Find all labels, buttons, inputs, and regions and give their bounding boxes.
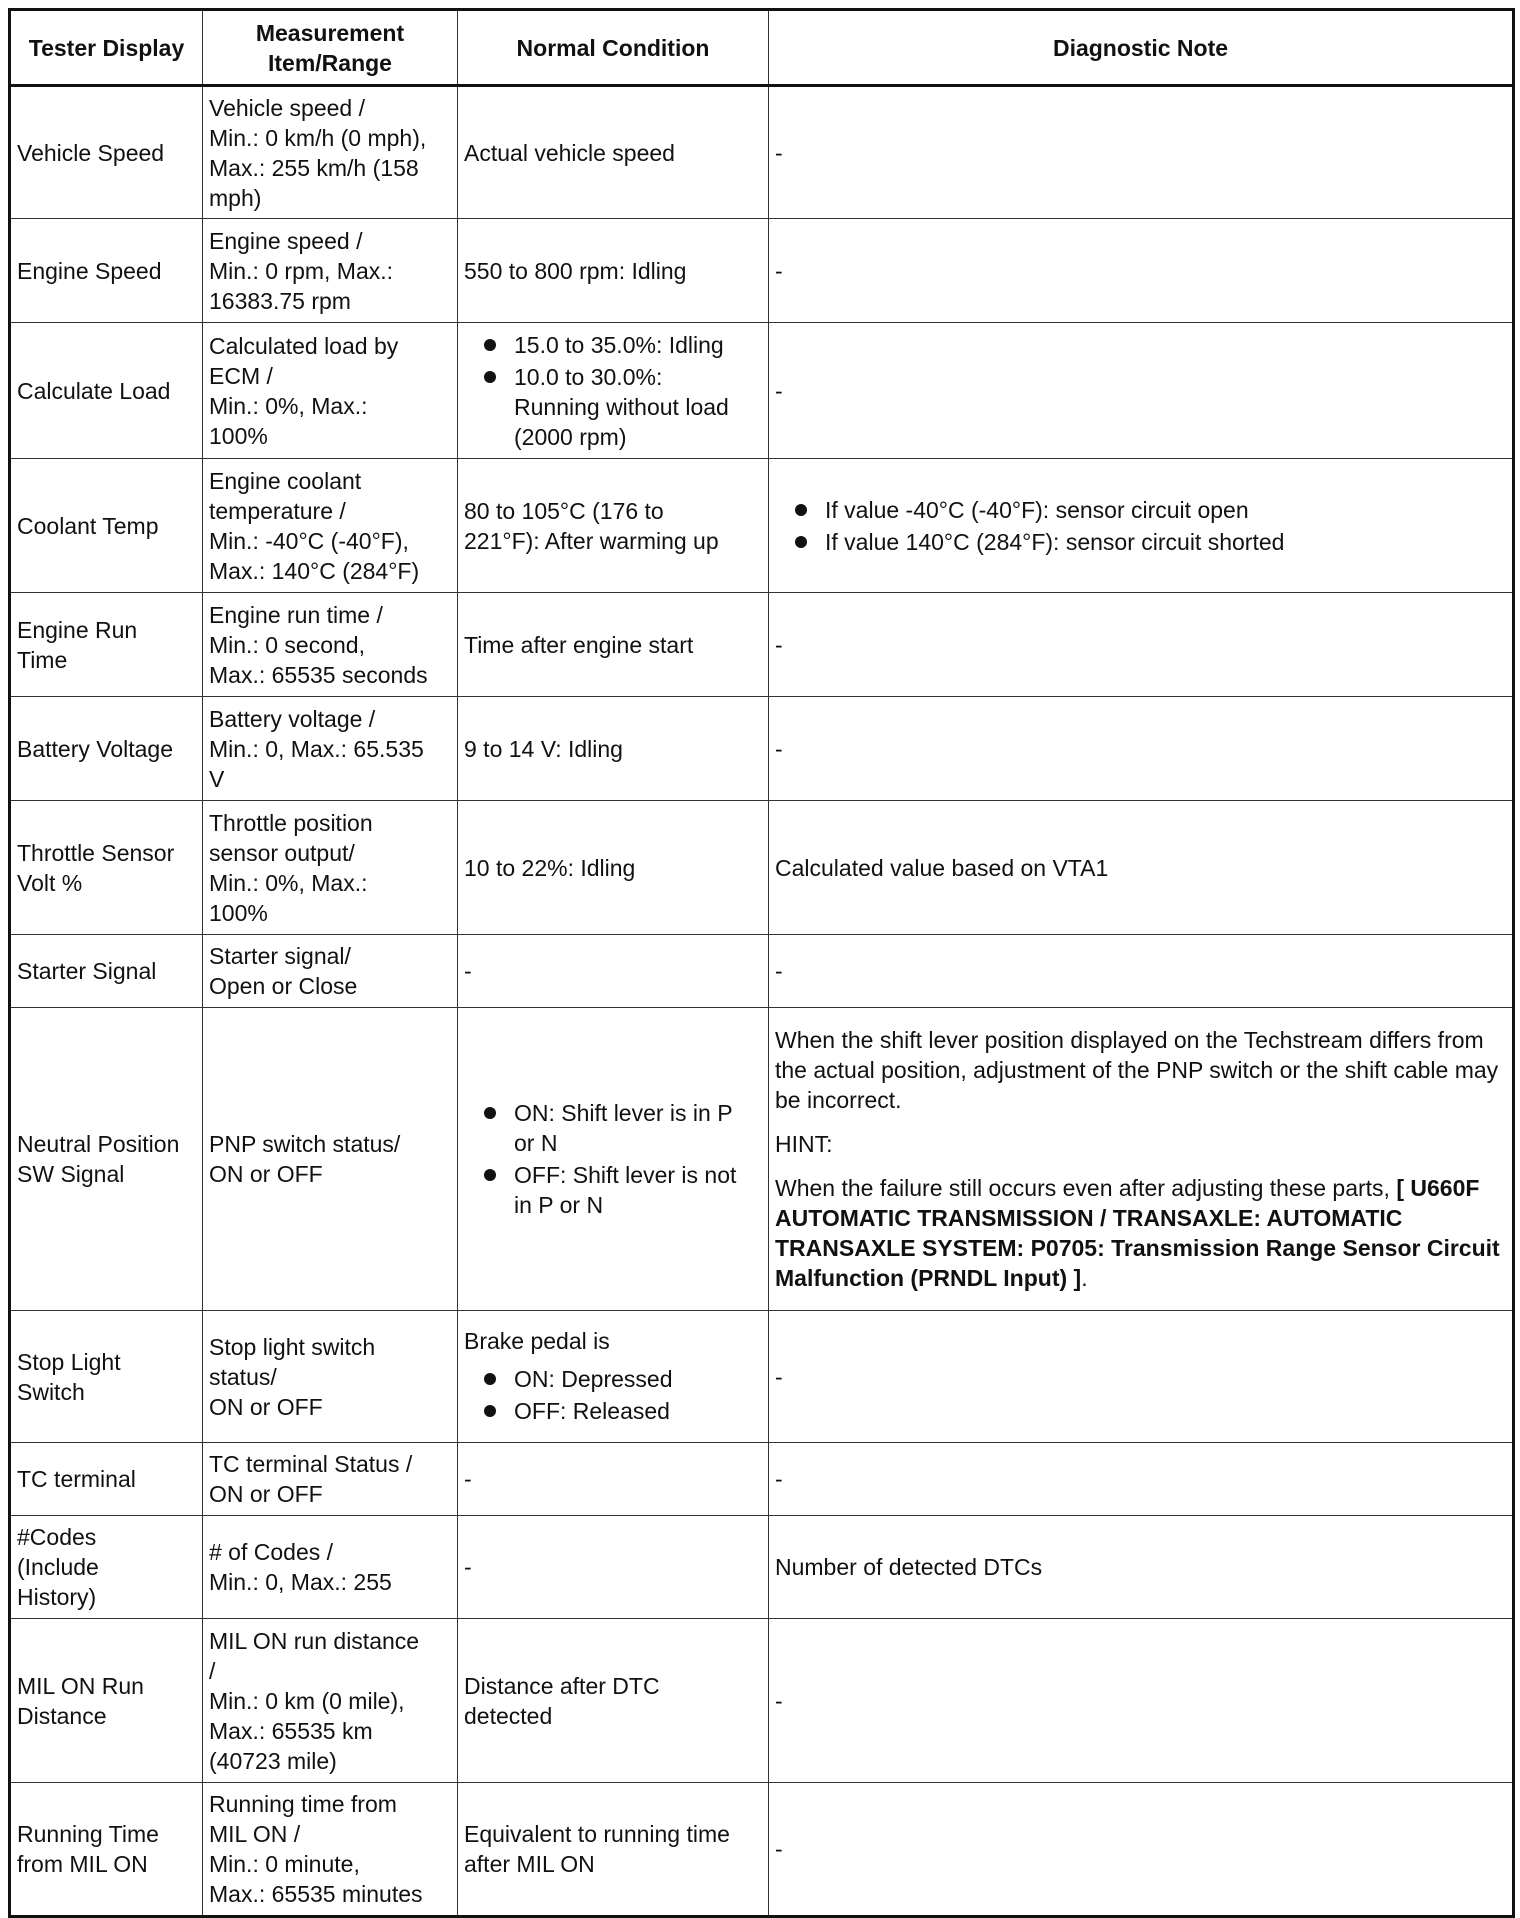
- note-paragraph: When the shift lever position displayed on the Techstream differs from the actual position, adjustment of the PNP switch or the shift cable may be incorrect.: [775, 1027, 1499, 1113]
- normal-condition-cell: -: [458, 1443, 769, 1516]
- hint-label: HINT:: [775, 1131, 833, 1157]
- table-row: [10, 593, 1514, 697]
- measurement-range-cell: Stop light switch status/ ON or OFF: [203, 1311, 458, 1443]
- normal-condition-cell: Distance after DTC detected: [458, 1619, 769, 1783]
- list-item: If value 140°C (284°F): sensor circuit shorted: [793, 527, 1506, 557]
- normal-condition-cell: -: [458, 1516, 769, 1619]
- tester-display-cell: Engine Speed: [10, 219, 203, 323]
- measurement-range-cell: Engine speed / Min.: 0 rpm, Max.: 16383.75 rpm: [203, 219, 458, 323]
- list-item: OFF: Shift lever is not in P or N: [482, 1160, 762, 1220]
- measurement-range-cell: PNP switch status/ ON or OFF: [203, 1008, 458, 1311]
- table-row: [10, 1783, 1514, 1917]
- normal-condition-cell: -: [458, 935, 769, 1008]
- tester-display-cell: Running Time from MIL ON: [10, 1783, 203, 1917]
- measurement-range-cell: Running time from MIL ON / Min.: 0 minute, Max.: 65535 minutes: [203, 1783, 458, 1917]
- diagnostic-note-cell: -: [769, 697, 1514, 801]
- normal-condition-list: [464, 1364, 762, 1426]
- note-text: .: [1081, 1265, 1088, 1291]
- normal-condition-cell: 550 to 800 rpm: Idling: [458, 219, 769, 323]
- table-row: [10, 1516, 1514, 1619]
- diagnostic-note-cell: -: [769, 1783, 1514, 1917]
- list-item: OFF: Released: [482, 1396, 762, 1426]
- normal-condition-cell: Actual vehicle speed: [458, 86, 769, 219]
- tester-display-cell: TC terminal: [10, 1443, 203, 1516]
- table-row: [10, 86, 1514, 219]
- list-item: 10.0 to 30.0%: Running without load (2000 rpm): [482, 362, 762, 452]
- tester-display-cell: Vehicle Speed: [10, 86, 203, 219]
- diagnostic-note-cell: -: [769, 323, 1514, 459]
- measurement-range-cell: MIL ON run distance / Min.: 0 km (0 mile), Max.: 65535 km (40723 mile): [203, 1619, 458, 1783]
- diagnostic-note-cell: [769, 1008, 1514, 1311]
- table-row: [10, 1008, 1514, 1311]
- note-paragraph: [775, 1173, 1506, 1293]
- table-row: [10, 323, 1514, 459]
- list-item: 15.0 to 35.0%: Idling: [482, 330, 762, 360]
- tester-display-cell: #Codes (Include History): [10, 1516, 203, 1619]
- table-row: [10, 459, 1514, 593]
- diagnostic-note-cell: Number of detected DTCs: [769, 1516, 1514, 1619]
- table-row: [10, 697, 1514, 801]
- tester-display-cell: Neutral Position SW Signal: [10, 1008, 203, 1311]
- measurement-range-cell: Starter signal/ Open or Close: [203, 935, 458, 1008]
- measurement-range-cell: TC terminal Status / ON or OFF: [203, 1443, 458, 1516]
- diagnostic-note-cell: -: [769, 1619, 1514, 1783]
- diagnostic-note-cell: -: [769, 935, 1514, 1008]
- table-row: [10, 935, 1514, 1008]
- normal-condition-cell: [458, 323, 769, 459]
- list-item: ON: Depressed: [482, 1364, 762, 1394]
- normal-condition-cell: [458, 1008, 769, 1311]
- diagnostic-note-cell: [769, 459, 1514, 593]
- data-list-table: [8, 8, 1515, 1918]
- diagnostic-note-cell: Calculated value based on VTA1: [769, 801, 1514, 935]
- tester-display-cell: MIL ON Run Distance: [10, 1619, 203, 1783]
- tester-display-cell: Throttle Sensor Volt %: [10, 801, 203, 935]
- note-text: When the failure still occurs even after adjusting these parts,: [775, 1175, 1397, 1201]
- tester-display-cell: Starter Signal: [10, 935, 203, 1008]
- normal-condition-cell: 10 to 22%: Idling: [458, 801, 769, 935]
- normal-condition-cell: [458, 1311, 769, 1443]
- tester-display-cell: Calculate Load: [10, 323, 203, 459]
- measurement-range-cell: Calculated load by ECM / Min.: 0%, Max.: 100%: [203, 323, 458, 459]
- measurement-range-cell: Engine coolant temperature / Min.: -40°C (-40°F), Max.: 140°C (284°F): [203, 459, 458, 593]
- header-diagnostic-note: Diagnostic Note: [769, 10, 1514, 86]
- table-row: [10, 1619, 1514, 1783]
- table-row: [10, 801, 1514, 935]
- diagnostic-note-cell: -: [769, 593, 1514, 697]
- diagnostic-note-cell: -: [769, 1443, 1514, 1516]
- diagnostic-note-list: [775, 495, 1506, 557]
- tester-display-cell: Battery Voltage: [10, 697, 203, 801]
- measurement-range-cell: Engine run time / Min.: 0 second, Max.: 65535 seconds: [203, 593, 458, 697]
- normal-condition-lead: Brake pedal is: [464, 1327, 610, 1354]
- table-row: [10, 219, 1514, 323]
- normal-condition-list: [464, 1098, 762, 1220]
- table-row: [10, 1311, 1514, 1443]
- measurement-range-cell: # of Codes / Min.: 0, Max.: 255: [203, 1516, 458, 1619]
- normal-condition-list: [464, 330, 762, 452]
- header-measurement-item: Measurement Item/Range: [203, 10, 458, 86]
- reference-link[interactable]: [ U660F AUTOMATIC TRANSMISSION / TRANSAXLE: AUTOMATIC TRANSAXLE SYSTEM: P0705: Transmission Range Sensor Circuit Malfunction (PRNDL Input) ]: [775, 1175, 1500, 1291]
- list-item: ON: Shift lever is in P or N: [482, 1098, 762, 1158]
- table-row: [10, 1443, 1514, 1516]
- diagnostic-note-cell: -: [769, 1311, 1514, 1443]
- measurement-range-cell: Throttle position sensor output/ Min.: 0%, Max.: 100%: [203, 801, 458, 935]
- normal-condition-cell: Equivalent to running time after MIL ON: [458, 1783, 769, 1917]
- measurement-range-cell: Vehicle speed / Min.: 0 km/h (0 mph), Max.: 255 km/h (158 mph): [203, 86, 458, 219]
- tester-display-cell: Stop Light Switch: [10, 1311, 203, 1443]
- tester-display-cell: Coolant Temp: [10, 459, 203, 593]
- normal-condition-cell: 80 to 105°C (176 to 221°F): After warming up: [458, 459, 769, 593]
- header-normal-condition: Normal Condition: [458, 10, 769, 86]
- diagnostic-note-cell: -: [769, 86, 1514, 219]
- normal-condition-cell: 9 to 14 V: Idling: [458, 697, 769, 801]
- tester-display-cell: Engine Run Time: [10, 593, 203, 697]
- header-row: [10, 10, 1514, 86]
- header-tester-display: Tester Display: [10, 10, 203, 86]
- diagnostic-note-cell: -: [769, 219, 1514, 323]
- list-item: If value -40°C (-40°F): sensor circuit open: [793, 495, 1506, 525]
- normal-condition-cell: Time after engine start: [458, 593, 769, 697]
- measurement-range-cell: Battery voltage / Min.: 0, Max.: 65.535 V: [203, 697, 458, 801]
